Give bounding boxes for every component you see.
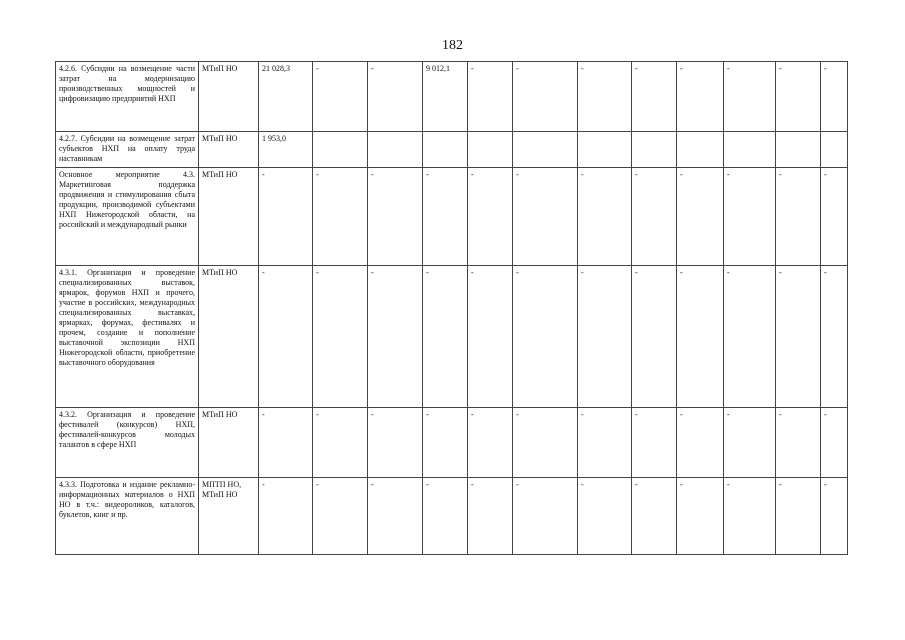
value-cell: - [677, 168, 724, 266]
value-cell [468, 132, 513, 168]
table-row [56, 408, 848, 478]
value-cell: - [821, 478, 848, 555]
value-cell: - [468, 266, 513, 408]
value-cell [821, 132, 848, 168]
activity-name-cell: 4.2.7. Субсидии на возмещение затрат субъектов НХП на оплату труда наставникам [56, 132, 199, 168]
value-cell: - [368, 62, 423, 132]
value-cell: - [259, 266, 313, 408]
page-number: 182 [442, 38, 463, 53]
value-cell: - [468, 62, 513, 132]
value-cell: - [513, 266, 578, 408]
value-cell [677, 132, 724, 168]
value-cell: - [313, 478, 368, 555]
value-cell [578, 132, 632, 168]
value-cell: - [776, 266, 821, 408]
value-cell: - [513, 62, 578, 132]
value-cell: - [821, 168, 848, 266]
value-cell: - [724, 408, 776, 478]
value-cell: - [776, 478, 821, 555]
value-cell: - [677, 478, 724, 555]
value-cell [632, 132, 677, 168]
table-body [56, 62, 848, 555]
value-cell: - [632, 168, 677, 266]
value-cell: - [677, 266, 724, 408]
value-cell: 9 012,1 [423, 62, 468, 132]
value-cell [368, 132, 423, 168]
value-cell: - [578, 478, 632, 555]
value-cell: - [677, 408, 724, 478]
value-cell [776, 132, 821, 168]
value-cell: - [776, 168, 821, 266]
executor-cell: МТиП НО [199, 408, 259, 478]
executor-cell: МТиП НО [199, 266, 259, 408]
value-cell [313, 132, 368, 168]
value-cell: - [468, 478, 513, 555]
table-row [56, 132, 848, 168]
executor-cell: МТиП НО [199, 168, 259, 266]
executor-cell: МТиП НО [199, 62, 259, 132]
activity-name-cell: 4.3.2. Организация и проведение фестивалей (конкурсов) НХП, фестивалей-конкурсов молодых талантов в сфере НХП [56, 408, 199, 478]
value-cell: - [468, 168, 513, 266]
value-cell: - [724, 478, 776, 555]
value-cell: - [513, 478, 578, 555]
value-cell: - [578, 168, 632, 266]
activity-name-cell: 4.2.6. Субсидии на возмещение части затрат на модернизацию производственных мощностей и цифровизацию предприятий НХП [56, 62, 199, 132]
value-cell: - [313, 266, 368, 408]
value-cell [423, 132, 468, 168]
value-cell: - [313, 408, 368, 478]
table-row [56, 478, 848, 555]
value-cell: - [368, 266, 423, 408]
value-cell: 21 028,3 [259, 62, 313, 132]
executor-cell: МПТП НО, МТиП НО [199, 478, 259, 555]
value-cell [724, 132, 776, 168]
table-row [56, 62, 848, 132]
value-cell: - [513, 408, 578, 478]
value-cell: - [259, 408, 313, 478]
value-cell: - [313, 168, 368, 266]
value-cell: - [423, 408, 468, 478]
value-cell: - [423, 266, 468, 408]
table-row [56, 168, 848, 266]
value-cell: - [368, 168, 423, 266]
value-cell: - [724, 168, 776, 266]
value-cell: - [313, 62, 368, 132]
value-cell: - [776, 62, 821, 132]
value-cell: - [423, 168, 468, 266]
value-cell: - [632, 408, 677, 478]
executor-cell: МТиП НО [199, 132, 259, 168]
value-cell: - [259, 168, 313, 266]
value-cell: - [632, 478, 677, 555]
value-cell: - [368, 408, 423, 478]
value-cell: - [632, 62, 677, 132]
value-cell [513, 132, 578, 168]
program-table [55, 61, 848, 555]
value-cell: - [368, 478, 423, 555]
activity-name-cell: 4.3.3. Подготовка и издание рекламно-информационных материалов о НХП НО в т.ч.: видеороликов, каталогов, буклетов, книг и пр. [56, 478, 199, 555]
value-cell: - [423, 478, 468, 555]
value-cell: - [677, 62, 724, 132]
value-cell: 1 953,0 [259, 132, 313, 168]
value-cell: - [578, 266, 632, 408]
value-cell: - [578, 408, 632, 478]
value-cell: - [578, 62, 632, 132]
value-cell: - [776, 408, 821, 478]
activity-name-cell: 4.3.1. Организация и проведение специализированных выставок, ярмарок, форумов НХП и прочего, участие в российских, международных специализированных выставках, ярмарках, форумах, фестивалях и прочем, создание и пополнение выставочной экспозиции НХП Нижегородской области, приобретение выставочного оборудования [56, 266, 199, 408]
table-row [56, 266, 848, 408]
value-cell: - [821, 408, 848, 478]
value-cell: - [468, 408, 513, 478]
value-cell: - [724, 62, 776, 132]
value-cell: - [821, 266, 848, 408]
value-cell: - [632, 266, 677, 408]
activity-name-cell: Основное мероприятие 4.3. Маркетинговая поддержка продвижения и стимулирования сбыта продукции, производимой субъектами НХП Нижегородской области, на российский и международный рынки [56, 168, 199, 266]
value-cell: - [724, 266, 776, 408]
value-cell: - [513, 168, 578, 266]
value-cell: - [821, 62, 848, 132]
value-cell: - [259, 478, 313, 555]
